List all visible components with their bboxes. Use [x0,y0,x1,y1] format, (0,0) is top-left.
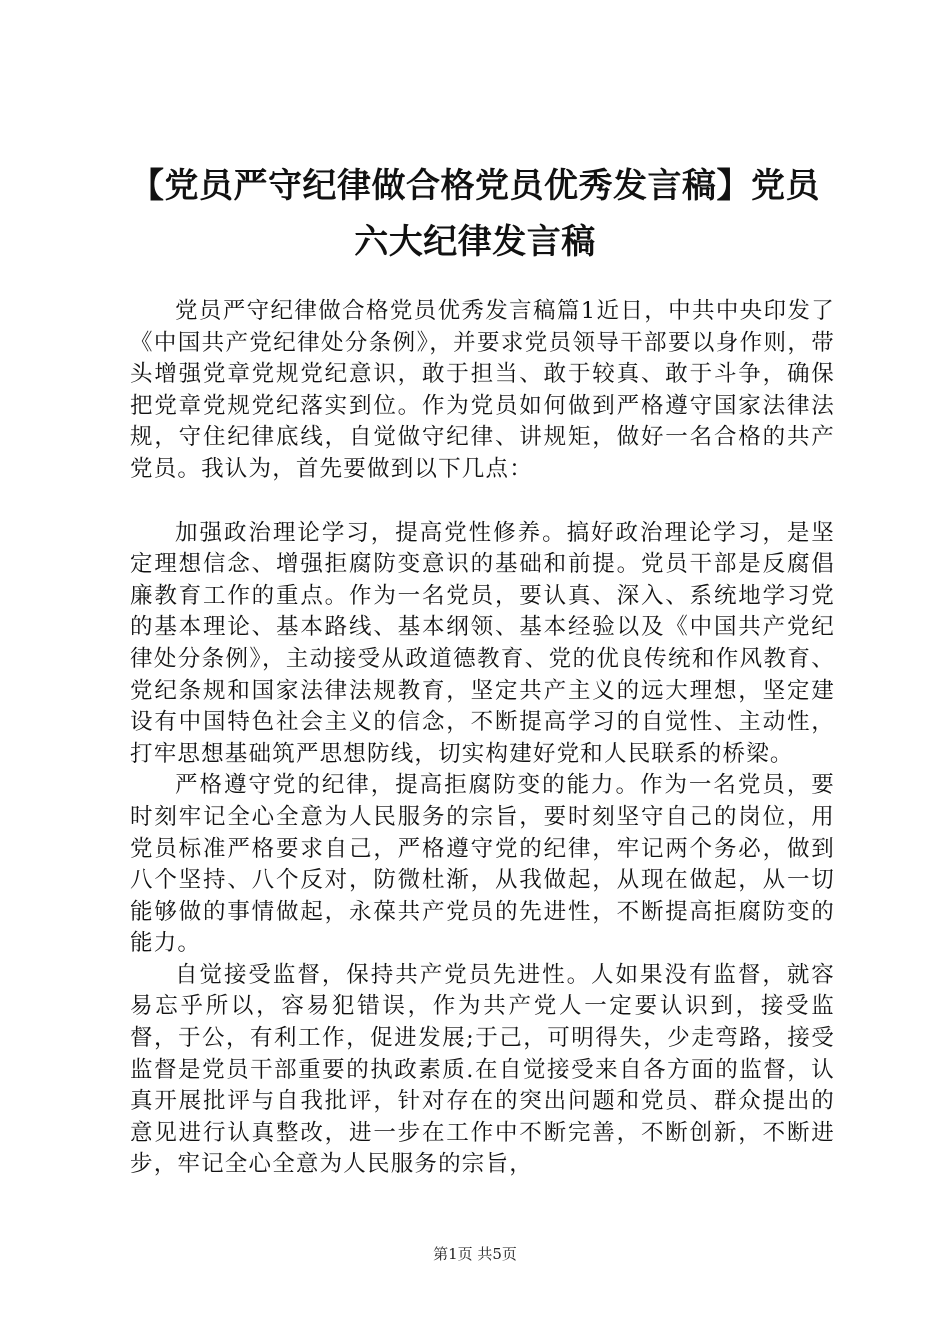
document-body [130,296,835,1181]
paragraph-3: 严格遵守党的纪律，提高拒腐防变的能力。作为一名党员，要时刻牢记全心全意为人民服务的宗旨，要时刻坚守自己的岗位，用党员标准严格要求自己，严格遵守党的纪律，牢记两个务必，做到八个坚持、八个反对，防微杜渐，从我做起，从现在做起，从一切能够做的事情做起，永葆共产党员的先进性，不断提高拒腐防变的能力。 [130,772,835,957]
title-line-2: 六大纪律发言稿 [354,222,596,262]
paragraph-1: 党员严守纪律做合格党员优秀发言稿篇1近日，中共中央印发了《中国共产党纪律处分条例》，并要求党员领导干部要以身作则，带头增强党章党规党纪意识，敢于担当、敢于较真、敢于斗争，确保把党章党规党纪落实到位。作为党员如何做到严格遵守国家法律法规，守住纪律底线，自觉做守纪律、讲规矩，做好一名合格的共产党员。我认为，首先要做到以下几点： [130,298,835,482]
paragraph-4: 自觉接受监督，保持共产党员先进性。人如果没有监督，就容易忘乎所以，容易犯错误，作为共产党人一定要认识到，接受监督，于公，有利工作，促进发展;于己，可明得失，少走弯路，接受监督是党员干部重要的执政素质.在自觉接受来自各方面的监督，认真开展批评与自我批评，针对存在的突出问题和党员、群众提出的意见进行认真整改，进一步在工作中不断完善，不断创新，不断进步，牢记全心全意为人民服务的宗旨， [130,961,835,1178]
page-footer: 第1页 共5页 [433,1245,517,1263]
title-line-1: 【党员严守纪律做合格党员优秀发言稿】党员 [130,166,820,206]
document-title [100,158,850,270]
paragraph-2: 加强政治理论学习，提高党性修养。搞好政治理论学习，是坚定理想信念、增强拒腐防变意识的基础和前提。党员干部是反腐倡廉教育工作的重点。作为一名党员，要认真、深入、系统地学习党的基本理论、基本路线、基本纲领、基本经验以及《中国共产党纪律处分条例》，主动接受从政道德教育、党的优良传统和作风教育、党纪条规和国家法律法规教育，坚定共产主义的远大理想，坚定建设有中国特色社会主义的信念，不断提高学习的自觉性、主动性，打牢思想基础筑严思想防线，切实构建好党和人民联系的桥梁。 [130,519,835,767]
